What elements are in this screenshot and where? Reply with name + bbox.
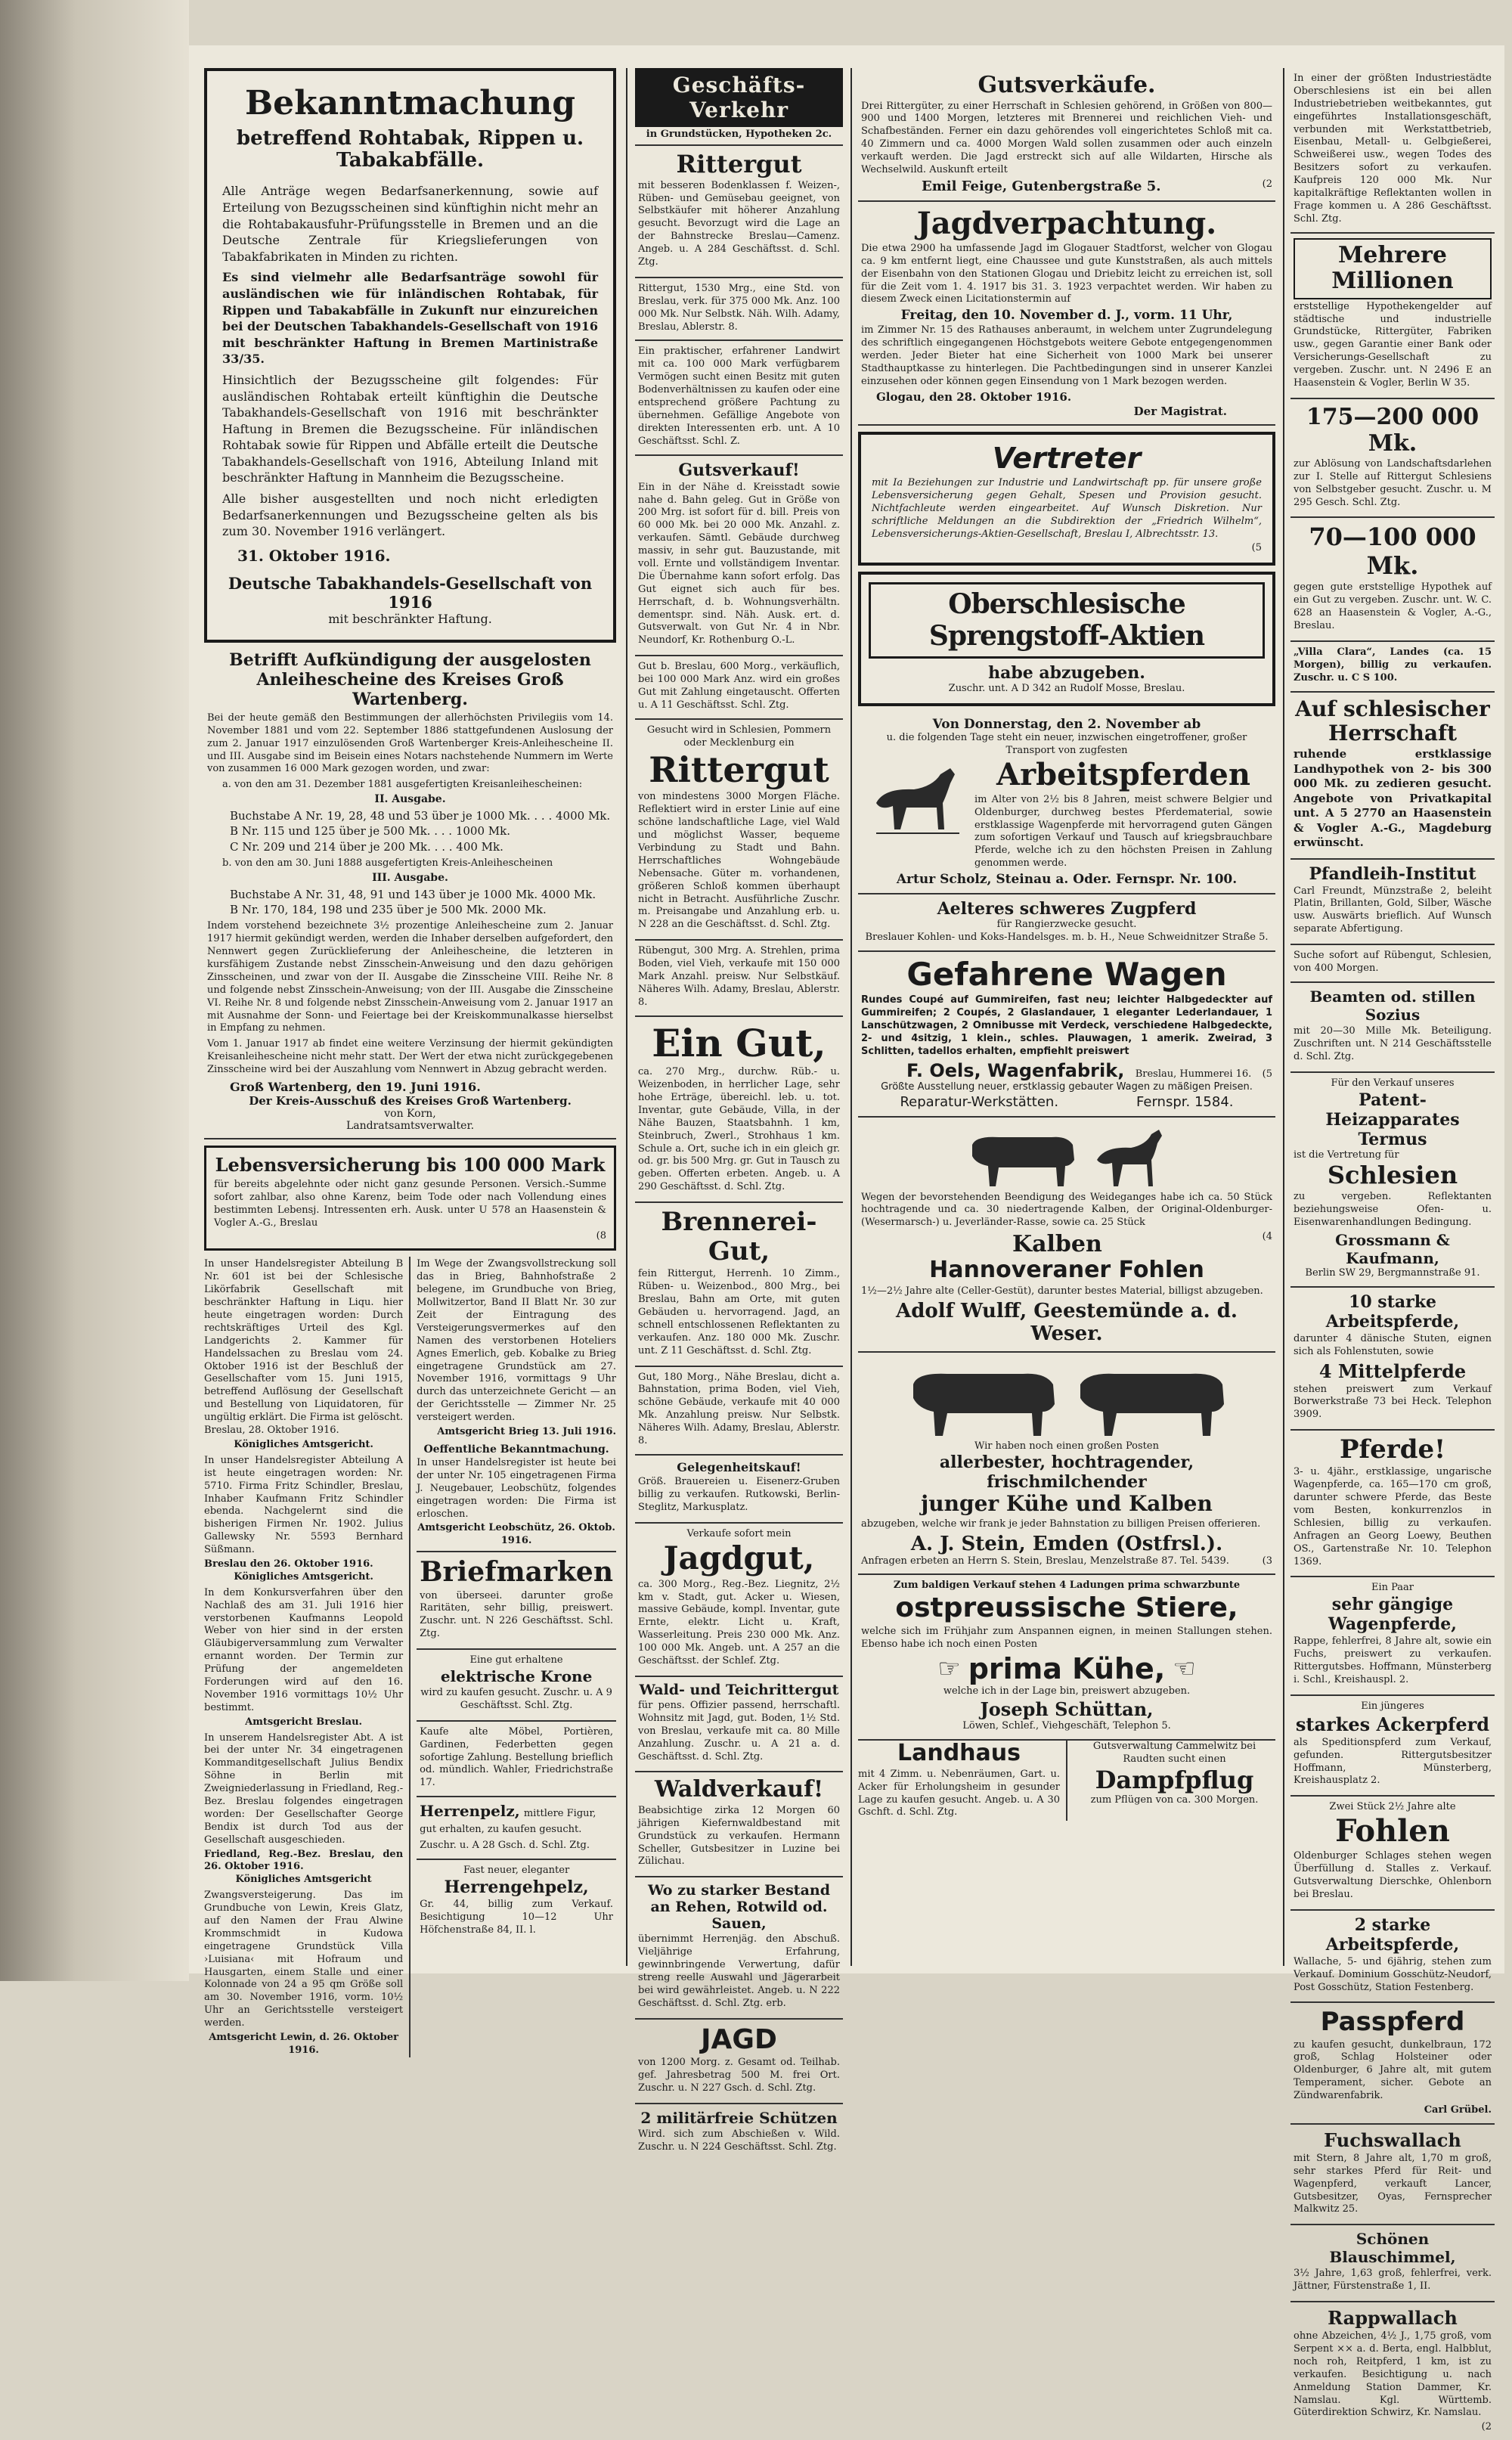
jagdverpachtung-ad (858, 202, 1275, 426)
rittergut-1-text: mit besseren Bodenklassen f. Weizen-, Rüben- und Gemüsebau geeignet, von Selbstkäufer mit höherer Anzahlung gesucht. Bevorzugt wird die Lage an der Bahnstrecke Breslau—Camenz. Angeb. u. A 284 Geschäftsst. d. Schl. Ztg. (638, 179, 840, 268)
wagen-sig-row (861, 1060, 1272, 1081)
vertreter-num: (5 (1251, 542, 1262, 554)
notice-p3: Hinsichtlich der Bezugsscheine gilt folgendes: Für ausländischen Rohtabak erteilt künftighin die Deutsche Tabakhandels-Gesellschaft von 1916 mit beschränkter Haftung in Bremen die Bezugsscheine. Für inländischen Rohtabak sowie für Rippen und Abfälle erteilt die Deutsche Tabakhandels-Gesellschaft von 1916, Abteilung Inland mit beschränkter Haftung in Mannheim die Bezugsscheine. (222, 372, 598, 485)
termus-addr: Berlin SW 29, Bergmannstraße 91. (1305, 1267, 1480, 1279)
schuetzen-head: 2 militärfreie Schützen (640, 2108, 838, 2127)
wagen-text2: Größte Ausstellung neuer, erstklassig gebauter Wagen zu mäßigen Preisen. (881, 1080, 1253, 1093)
landhaus-ad (858, 1741, 1060, 1821)
briefmarken-text: von überseei. darunter große Raritäten, sehr billig, preiswert. Zuschr. unt. N 226 Geschäftsst. Schl. Ztg. (420, 1589, 613, 1640)
kalben-head-row (861, 1231, 1272, 1257)
rappwallach-ad (1290, 2302, 1495, 2440)
kuehe-ad (858, 1353, 1275, 1576)
column-1 (204, 68, 616, 2056)
sub-rule (409, 1257, 411, 2057)
notice-p2: Es sind vielmehr alle Bedarfsanträge sowohl für ausländischen wie für inländischen Rohtabak, für Rippen und Tabakabfälle in Zukunft nur einzureichen bei der Deutschen Tabakhandels-Gesellschaft von 1916 mit beschränkter Haftung in Bremen Martinistraße 33/35. (222, 270, 598, 367)
krone-ad (417, 1650, 616, 1722)
newspaper-page (189, 45, 1504, 2433)
fohlen-pre: Zwei Stück 2½ Jahre alte (1329, 1801, 1456, 1813)
zwangsversteigerung: Zwangsversteigerung. Das im Grundbuche von Lewin, Kreis Glatz, auf den Namen der Frau Alwine Krommschmidt in Kudowa eingetragene Grundstück Villa ›Luisiana‹ mit Hofraum und Hausgarten, einem Stalle und einer Kolonnade von 24 a 95 qm Größe soll am 30. November 1916, vorm. 10½ Uhr an Gerichtsstelle versteigert werden. (204, 1890, 404, 2029)
kalben-ad (858, 1118, 1275, 1353)
kreis-row: Buchstabe A Nr. 19, 28, 48 und 53 über je 1000 Mk. . . . 4000 Mk. (230, 809, 611, 823)
gehpelz-pre: Fast neuer, eleganter (463, 1864, 570, 1876)
ruebengut-ad (635, 941, 843, 1016)
millionen-text: erststellige Hypothekengelder auf städtische und industrielle Grundstücke, Rittergüter, Fabriken usw., gegen Garantie einer Bank oder Versicherungs-Gesellschaft zu vergeben. Zuschr. unt. N 2496 E an Haasenstein & Vogler, Berlin W 35. (1294, 300, 1492, 389)
rappwallach-head: Rappwallach (1328, 2307, 1458, 2330)
dampfpflug-text: zum Pflügen von ca. 300 Morgen. (1090, 1794, 1259, 1806)
kreis-p2: Indem vorstehend bezeichnete 3½ prozentige Anleihescheine zum 2. Januar 1917 hiermit gekündigt werden, werden die Inhaber derselben aufgefordert, den Nennwert gegen Zurücklieferung der Anleihescheine, die letzteren in kursfähigem Zustande nebst Zinsschein-Anweisung und den dazu gehörigen Zinsscheinen, und zwar von der II. Ausgabe die Zinsscheine VIII. Reihe Nr. 8 und folgende nebst Zinsschein-Anweisung; von der III. Ausgabe die Zinsscheine VI. Reihe Nr. 8 und folgende nebst Zinsschein-Anweisung vom 2. Januar 1917 an mit Ausnahme der Sonn- und Feiertage bei der Kreiskommunalkasse hierselbst in Empfang zu nehmen. (207, 920, 614, 1034)
kreis-row: B Nr. 170, 184, 198 und 235 über je 500 Mk. 2000 Mk. (230, 903, 547, 917)
jagdverpachtung-sig1: Glogau, den 28. Oktober 1916. (876, 389, 1072, 404)
sprengstoff-text: Zuschr. unt. A D 342 an Rudolf Mosse, Breslau. (948, 683, 1185, 695)
arbeitspferde-2-text: Wallache, 5- und 6jährig, stehen zum Verkauf. Dominium Gosschütz-Neudorf, Post Gosschütz, Station Festenberg. (1294, 1955, 1492, 1993)
gutsverkauf-ad (635, 456, 843, 657)
ruebengut-suche-text: Suche sofort auf Rübengut, Schlesien, von 400 Morgen. (1294, 950, 1492, 975)
arbeitspferde-body (974, 758, 1272, 872)
stiere-sig: Joseph Schüttan, (980, 1698, 1154, 1721)
gelegenheit-text: Größ. Brauereien u. Eisenerz-Gruben billig zu verkaufen. Rutkowski, Berlin-Steglitz, Markusplatz. (638, 1475, 840, 1513)
notice-signature-2: mit beschränkter Haftung. (328, 611, 492, 626)
gehpelz-head: Herrengehpelz, (444, 1877, 589, 1897)
cow-icon (1073, 1357, 1232, 1440)
gehpelz-text: Gr. 44, billig zum Verkauf. Besichtigung 10—12 Uhr Höfchenstraße 84, II. l. (420, 1898, 613, 1936)
arbeitspferde-10-text: darunter 4 dänische Stuten, eignen sich als Fohlenstuten, sowie (1294, 1332, 1492, 1357)
column-rule (626, 68, 627, 1966)
mk175-head: 175—200 000 Mk. (1306, 403, 1479, 457)
horse-icon (1089, 1122, 1173, 1190)
landhaus-row (858, 1741, 1275, 1821)
handel-1-sig: Königliches Amtsgericht. (234, 1438, 373, 1450)
jagd-text: von 1200 Morg. z. Gesamt od. Teilhab. gef. Jahresbetrag 500 M. frei Ort. Zuschr. u. N 227 Gsch. d. Schl. Ztg. (638, 2057, 840, 2094)
handel-2: In unser Handelsregister Abteilung A ist heute eingetragen worden: Nr. 5710. Firma Fritz Schindler, Breslau, Inhaber Kaufmann Fritz Schindler ebenda. Nachgelernt sind die bisherigen Firmen Nr. 1902. Julius Gallewsky Nr. 5593 Bernhard Süßmann. (204, 1454, 404, 1556)
dampfpflug-pre: Gutsverwaltung Cammelwitz bei Raudten sucht einen (1092, 1741, 1256, 1766)
termus-head2: Schlesien (1327, 1161, 1458, 1190)
pferde-head: Pferde! (1339, 1434, 1446, 1465)
stiere-ad (858, 1575, 1275, 1741)
kuehe-num: (3 (1262, 1555, 1272, 1567)
kreis-ausgabe-3: III. Ausgabe. (372, 871, 448, 884)
kalben-sig: Adolf Wulff, Geestemünde a. d. Weser. (896, 1299, 1238, 1345)
rittergut-1-head: Rittergut (676, 149, 802, 178)
arbeitspferde-10-head2: 4 Mittelpferde (1318, 1360, 1467, 1382)
rittergut-2 (635, 278, 843, 342)
rehwild-head: Wo zu starker Bestand an Rehen, Rotwild od. Sauen, (648, 1882, 830, 1933)
gutsverkaeufe-text: Drei Rittergüter, zu einer Herrschaft in Schlesien gehörend, in Größen von 800—900 und 1400 Morgen, letzteres mit Brennerei und reichlichen Vieh- und Schafbeständen. Ferner ein dazu gehörendes voll eingerichtetes Schloß mit ca. 40 Zimmern und ca. 4000 Morgen Wald sollen zusammen oder auch einzeln verkauft werden. Die Jagd erstreckt sich auf alle Wildarten, Hirsche als Wechselwild. Auskunft erteilt (861, 100, 1272, 175)
sprengstoff-ad (858, 572, 1275, 706)
sprengstoff-inner (869, 582, 1265, 659)
handel-1: In unser Handelsregister Abteilung B Nr. 601 ist bei der Schlesische Likörfabrik Gesellschaft mit beschränkter Haftung in Liqu. hier heute eingetragen worden: Durch rechtskräftiges Urteil des Kgl. Landgerichts 2. Kammer für Handelssachen zu Breslau vom 24. Oktober 1916 ist der Beschluß der Gesellschafter vom 15. Juni 1915, betreffend Auflösung der Gesellschaft und Bestellung von Liquidatoren, für ungültig erklärt. Die Firma ist gelöscht. Breslau, 28. Oktober 1916. (204, 1258, 404, 1437)
landhaus-head: Landhaus (897, 1740, 1021, 1767)
mk175-text: zur Ablösung von Landschaftsdarlehen zur I. Stelle auf Rittergut Schlesiens von Selbstgeber gesucht. Zuschr. u. M 295 Gesch. Schl. Ztg. (1294, 457, 1492, 508)
gehpelz-ad (417, 1860, 616, 1945)
ein-gut-text: ca. 270 Mrg., durchw. Rüb.- u. Weizenboden, in herrlicher Lage, sehr hohe Erträge, übereichl. leb. u. tot. Inventar, gute Gebäude, Villa, in der Nähe Bauzen, Staatsbahnh. 1 km, Steinbruch, Zwerl., Strohhaus 1 km. Schule a. Ort, suche ich in ein gleich gr. od. gr. bis 500 Mrg. gr. Gut in Tausch zu geben. Offerten erbeten. Angeb. u. A 290 Geschäftsst. d. Schl. Ztg. (638, 1066, 840, 1193)
stiere-pre: Zum baldigen Verkauf stehen 4 Ladungen prima schwarzbunte (893, 1580, 1241, 1592)
notice-title: Bekanntmachung (244, 84, 576, 122)
kreis-row: C Nr. 209 und 214 über je 200 Mk. . . . 400 Mk. (230, 839, 503, 854)
rehwild-ad (635, 1877, 843, 2019)
mk175-ad (1290, 399, 1495, 519)
herrschaft-ad (1290, 693, 1495, 860)
konkurs-sig: Amtsgericht Breslau. (245, 1716, 363, 1728)
arbeitspferde-10-head: 10 starke Arbeitspferde, (1325, 1291, 1460, 1332)
zwang-sig: Amtsgericht Lewin, d. 26. Oktober 1916. (209, 2032, 398, 2056)
arbeitspferde-row (861, 758, 1272, 872)
moebel-text: Kaufe alte Möbel, Portièren, Gardinen, Federbetten gegen sofortige Zahlung. Bestellung brieflich od. mündlich. Wahler, Friedrichstraße 17. (420, 1725, 613, 1789)
column-3 (858, 68, 1275, 1966)
kalben-num: (4 (1262, 1231, 1272, 1243)
stiere-text2: welche ich in der Lage bin, preiswert abzugeben. (943, 1685, 1191, 1697)
wagenpferde-head: sehr gängige Wagenpferde, (1328, 1595, 1457, 1635)
rittergut-3-head: Rittergut (649, 749, 829, 790)
kalben-pics (861, 1122, 1272, 1190)
dampfpflug-head: Dampfpflug (1095, 1766, 1254, 1795)
pferde-text: 3- u. 4jähr., erstklassige, ungarische Wagenpferde, ca. 165—170 cm groß, darunter schwere Pferde, das Beste vom Besten, konkurrenzlos in Schlesien, billig zu verkaufen. Anfragen an Georg Loewy, Beuthen OS., Gartenstraße Nr. 10. Telephon 1369. (1294, 1466, 1492, 1567)
kreis-p1b: a. von den am 31. Dezember 1881 ausgefertigten Kreisanleihescheinen: (222, 779, 583, 791)
gericht-brieg-sig: Amtsgericht Brieg 13. Juli 1916. (437, 1426, 616, 1438)
zugpferd-text: Breslauer Kohlen- und Koks-Handelsges. m. b. H., Neue Schweidnitzer Straße 5. (865, 931, 1269, 943)
krone-pre: Eine gut erhaltene (469, 1654, 563, 1666)
sprengstoff-head: Oberschlesische Sprengstoff-Aktien (928, 588, 1205, 652)
gutsverkaeufe-sig: Emil Feige, Gutenbergstraße 5. (922, 178, 1161, 194)
pfandleih-head: Pfandleih-Institut (1309, 863, 1476, 884)
jagdgut-pre: Verkaufe sofort mein (686, 1527, 792, 1539)
passpferd-text: zu kaufen gesucht, dunkelbraun, 172 groß, Schlag Holsteiner oder Oldenburger, 6 Jahre alt, mit gutem Temperament, sicher. Gebote an Zündwarenfabrik. (1294, 2039, 1492, 2102)
jagdverpachtung-text2: im Zimmer Nr. 15 des Rathauses anberaumt, in welchem unter Zugrundelegung des schriftlich eingegangenen Höchstgebots weitere Gebote entgegengenommen werden. Jeder Bieter hat eine Sicherheit von 1000 Mark bei unserer Stadthauptkasse zu hinterlegen. Die Pachtbedingungen sind in unserer Kanzlei einzusehen oder können gegen Einsendung von 1 Mark bezogen werden. (861, 324, 1272, 387)
book-binding (0, 0, 189, 1981)
briefmarken-head: Briefmarken (420, 1556, 613, 1589)
landhaus-text: mit 4 Zimm. u. Nebenräumen, Gart. u. Acker für Erholungsheim in gesunder Lage zu kaufen gesucht. Angeb. u. A 30 Gschft. d. Schl. Ztg. (858, 1768, 1060, 1818)
kuehe-text: abzugeben, welche wir frank je jeder Bahnstation zu billigen Preisen offerieren. (861, 1518, 1261, 1530)
handel-2-date: Breslau den 26. Oktober 1916. (204, 1558, 373, 1570)
fuchswallach-text: mit Stern, 8 Jahre alt, 1,70 m groß, sehr starkes Pferd für Reit- und Wagenpferd, verkauft Lancer, Gutsbesitzer, Oyas, Fernsprecher Malkwitz 25. (1294, 2152, 1492, 2215)
arbeitspferde-pre: Von Donnerstag, den 2. November ab (932, 716, 1201, 732)
waldverkauf-text: Beabsichtige zirka 12 Morgen 60 jährigen Kiefernwaldbestand mit Grundstück zu verkaufen. Hermann Scheller, Gutsbesitzer in Luzine bei Zülichau. (638, 1804, 840, 1868)
gutsverkauf-text: Ein in der Nähe d. Kreisstadt sowie nahe d. Bahn geleg. Gut in Größe von 200 Mrg. ist sofort für d. bill. Preis von 60 000 Mk. bei 20 000 Mk. Anzahl. z. verkaufen. Sämtl. Gebäude durchweg massiv, in sehr gut. Bauzustande, mit voll. Ernte und vollständigem Inventar. Die Übernahme kann sofort erfolg. Das Gut eignet sich auch für bes. Herrschaft, d. b. Wohnungsverhältn. dementspr. sind. Näh. Ausk. ert. d. Gutsverwalt. von Gut Nr. 4 in Nbr. Neundorf, Kr. Rothenburg O.-L. (638, 481, 840, 646)
stiere-head: ostpreussische Stiere, (895, 1592, 1238, 1624)
beamten-head: Beamten od. stillen Sozius (1309, 987, 1476, 1024)
kalben-head1: Kalben (1012, 1231, 1102, 1258)
zugpferd-sub: für Rangierzwecke gesucht. (996, 919, 1137, 931)
jagdverpachtung-sig2: Der Magistrat. (1133, 405, 1227, 419)
kreis-row: B Nr. 115 und 125 über je 500 Mk. . . . 1000 Mk. (230, 824, 510, 839)
jagdgut-ad (635, 1524, 843, 1677)
pelz-head: Herrenpelz, (420, 1802, 520, 1821)
gericht-brieg: Im Wege der Zwangsvollstreckung soll das in Brieg, Bahnhofstraße 2 belegene, im Grundbuche von Brieg, Mollwitzertor, Band II Blatt Nr. 30 zur Zeit der Eintragung des Versteigerungsvermerkes auf den Namen des verstorbenen Hoteliers Agnes Emerlich, geb. Kobalke zu Brieg eingetragene Grundstück am 27. November 1916, vormittags 9 Uhr durch das unterzeichnete Gericht — an der Gerichtsstelle — Zimmer Nr. 25 versteigert werden. (417, 1258, 616, 1424)
arbeitspferde-text1: u. die folgenden Tage steht ein neuer, inzwischen eingetroffener, großer Transport von zugfesten (886, 731, 1247, 756)
passpferd-sig: Carl Grübel. (1424, 2104, 1492, 2116)
jagdverpachtung-text: Die etwa 2900 ha umfassende Jagd im Glogauer Stadtforst, welcher von Glogau ca. 9 km entfernt liegt, eine Chaussee und gute Kunststraßen, als auch mittels der Eisenbahn von den Stationen Glogau und Driebitz leicht zu erreichen ist, soll für die Zeit vom 1. 4. 1917 bis 31. 3. 1923 verpachtet werden. Wir haben zu diesem Zweck einen Licitationstermin auf (861, 242, 1272, 305)
termus-sig: Grossmann & Kaufmann, (1335, 1230, 1450, 1267)
fohlen-ad (1290, 1797, 1495, 1910)
gutsverkaeufe-footer (861, 178, 1272, 194)
industrie-text: In einer der größten Industriestädte Oberschlesiens ist ein bei allen Industriebetrieben weitbekanntes, gut eingeführtes Installationsgeschäft, verbunden mit Werkstattbetrieb, Eisenbau, Metall- u. Gelbgießerei, Schweißerei usw., wegen Todes des Besitzers sofort zu verkaufen. Kaufpreis 120 000 Mk. Nur kapitalkräftige Reflektanten wollen in Frage kommen u. A 286 Geschäftsst. Schl. Ztg. (1294, 73, 1492, 225)
rittergut-3-text: von mindestens 3000 Morgen Fläche. Reflektiert wird in erster Linie auf eine schöne landschaftliche Lage, viel Wald und möglichst Wasser, bequeme Verbindung zu Stadt und Bahn. Herrschaftliches Wohngebäude Nebensache. Güter m. vorhandenen, größeren Schloß kommen überhaupt nicht in Betracht. Ausführliche Zuschr. m. Preisangabe und Anzahlung erb. u. N 228 an die Geschäftsst. d. Schl. Ztg. (638, 791, 840, 931)
termus-text: ist die Vertretung für (1294, 1149, 1399, 1161)
wagen-text: Rundes Coupé auf Gummireifen, fast neu; leichter Halbgedeckter auf Gummireifen; 2 Coupés, 2 Glaslandauer, 1 eleganter Lederlandauer, 1 Lanschützwagen, 2 Omnibusse mit Verdeck, verschiedene Halbgedeckte, 2- und 4sitzig, 1 klein., schles. Plauwagen, 1 amerik. Zweirad, 3 Schlitten, tadellos erhalten, empfiehlt preiswert (861, 994, 1272, 1057)
kuehe-footer (861, 1555, 1272, 1568)
horse-icon (861, 758, 967, 841)
kuehe-pics (861, 1357, 1272, 1440)
rehwild-text: übernimmt Herrenjäg. den Abschuß. Vieljährige Erfahrung, gewinnbringende Verwertung, dafür streng reelle Auswahl und Jägerarbeit bei wird gewährleistet. Angeb. u. N 222 Geschäftsst. d. Schl. Ztg. erb. (638, 1933, 840, 2009)
sprengstoff-sub: habe abzugeben. (988, 663, 1145, 684)
wagen-addr: Breslau, Hummerei 16. (1135, 1068, 1252, 1080)
offentlich-text: In unser Handelsregister ist heute bei der unter Nr. 105 eingetragenen Firma J. Neugebauer, Leobschütz, folgendes eingetragen worden: Die Firma ist erloschen. (417, 1456, 616, 1520)
kreis-signature-3: Landratsamtsverwalter. (345, 1120, 475, 1133)
wald-text: für pens. Offizier passend, herrschaftl. Wohnsitz mit Jagd, gut. Boden, 1½ Std. von Breslau, verkaufe mit ca. 80 Mille Anzahlung. Zuschr. u. A 21 a. d. Geschäftsst. d. Schl. Ztg. (638, 1699, 840, 1763)
jagdgut-text: ca. 300 Morg., Reg.-Bez. Liegnitz, 2½ km v. Stadt, gut. Acker u. Wiesen, massive Gebäude, kompl. Inventar, gute Ernte, elektr. Licht u. Kraft, Wasserleitung. Preis 230 000 Mk. Anz. 100 000 Mk. Angeb. unt. A 257 an die Geschäftsst. der Schlef. Ztg. (638, 1578, 840, 1667)
handel-2-sig: Königliches Amtsgericht. (234, 1570, 373, 1583)
herrschaft-text: ruhende erstklassige Landhypothek von 2- bis 300 000 Mk. zu zedieren gesucht. Angebote von Privatkapital unt. A 5 2770 an Haasenstein & Vogler A.-G., Magdeburg erwünscht. (1294, 747, 1492, 850)
gut-breslau-text: Gut b. Breslau, 600 Morg., verkäuflich, bei 100 000 Mark Anz. wird ein großes Gut mit Zahlung eingetauscht. Offerten u. A 11 Geschäftsst. Schl. Ztg. (638, 661, 840, 711)
briefmarken-ad (417, 1552, 616, 1650)
landwirt-ad (635, 341, 843, 455)
arbeitspferde-text2: im Alter von 2½ bis 8 Jahren, meist schwere Belgier und Oldenburger, durchweg bestes Pferdematerial, sowie erstklassige Wagenpferde mit hervorragend guten Gängen zum sofortigen Verkauf und Tausch auf kriegsbrauchbare Pferde, welche ich zu den höchsten Preisen in Zahlung genommen werde. (974, 793, 1272, 870)
beamten-text: mit 20—30 Mille Mk. Beteiligung. Zuschriften unt. N 214 Geschäftsstelle d. Schl. Ztg. (1294, 1025, 1492, 1062)
fuchswallach-ad (1290, 2125, 1495, 2225)
arbeitspferde-2-ad (1290, 1911, 1495, 2004)
stiere-text: welche sich im Frühjahr zum Anspannen eignen, in meinen Stallungen stehen. Ebenso habe ich noch einen Posten (861, 1625, 1272, 1650)
ein-gut-head: Ein Gut, (652, 1020, 826, 1065)
wagen-ad (858, 952, 1275, 1118)
waldverkauf-head: Waldverkauf! (654, 1776, 824, 1803)
stiere-addr: Löwen, Schlef., Viehgeschäft, Telephon 5. (962, 1720, 1171, 1732)
mk70-head: 70—100 000 Mk. (1309, 522, 1476, 581)
ruebengut-text: Rübengut, 300 Mrg. A. Strehlen, prima Boden, viel Vieh, verkaufe mit 150 000 Mark Anzahl. preisw. Nur Selbstkäuf. Näheres Wilh. Adamy, Breslau, Ablerstr. 8. (638, 945, 840, 1008)
kreis-rows-2 (230, 808, 613, 854)
col1-left-sub (204, 1257, 403, 2057)
wagen-footer (861, 1094, 1272, 1110)
notice-p4: Alle bisher ausgestellten und noch nicht erledigten Bedarfsanerkennungen und Bezugsscheine gelten als bis zum 30. November 1916 verlängert. (222, 491, 598, 539)
kreis-notice (204, 643, 616, 1139)
arbeitspferde-ad (858, 712, 1275, 894)
wagenpferde-text: Rappe, fehlerfrei, 8 Jahre alt, sowie ein Fuchs, preiswert zu verkaufen. Rittergutsbes. Hoffmann, Münsterberg i. Schl., Kreishauspl. 2. (1294, 1635, 1492, 1685)
rappwallach-text: ohne Abzeichen, 4½ J., 1,75 groß, vom Serpent ×× a. d. Berta, engl. Halbblut, noch roh, Reitpferd, 1 km, ist zu verkaufen. Besichtigung u. nach Anmeldung Station Dammer, Kr. Namslau. Kgl. Württemb. Güterdirektion Schwirz, Kr. Namslau. (1294, 2330, 1492, 2419)
rappwallach-num: (2 (1481, 2421, 1492, 2433)
kreis-row: Buchstabe A Nr. 31, 48, 91 und 143 über je 1000 Mk. 4000 Mk. (230, 887, 596, 901)
handel-3-date: Friedland, Reg.-Bez. Breslau, den 26. Oktober 1916. (204, 1848, 404, 1873)
notice-date: 31. Oktober 1916. (237, 546, 391, 565)
ackerpferd-head: starkes Ackerpferd (1295, 1713, 1490, 1735)
lebens-title: Lebensversicherung bis 100 000 Mark (215, 1154, 606, 1177)
handel-3: In unserem Handelsregister Abt. A ist bei der unter Nr. 34 eingetragenen Kommanditgesellschaft Julius Bendix Söhne in Berlin mit Zweigniederlassung in Friedland, Reg.-Bez. Breslau folgendes eingetragen worden: Der Gesellschafter George Bendix ist durch Tod aus der Gesellschaft ausgeschieden. (204, 1732, 404, 1846)
kuehe-pre: Wir haben noch einen großen Posten (974, 1440, 1159, 1452)
gelegenheit-head: Gelegenheitskauf! (677, 1459, 801, 1474)
column-2 (635, 68, 843, 2153)
schimmel-text: 3½ Jahre, 1,63 groß, fehlerfrei, verk. Jättner, Fürstenstraße 1, II. (1294, 2268, 1492, 2293)
brennerei-text: fein Rittergut, Herrenh. 10 Zimm., Rüben- u. Weizenbod., 800 Mrg., bei Breslau, Bahn am Orte, mit guten Gebäuden u. hervorragend. Jagd, an schnell entschlossenen Reflektanten zu verkaufen. Anz. 180 000 Mk. Zuschr. unt. Z 11 Geschäftsst. d. Schl. Ztg. (638, 1268, 840, 1356)
herrschaft-head: Auf schlesischer Herrschaft (1295, 696, 1490, 746)
lebens-text: für bereits abgelehnte oder nicht ganz gesunde Personen. Versich.-Summe sofort zahlbar, also ohne Karenz, beim Tode oder nach Vollendung eines bestimmten Lebensj. Intressenten erh. Ausk. unter U 578 an Haasenstein & Vogler A.-G., Breslau (214, 1179, 606, 1229)
pfandleih-text: Carl Freundt, Münzstraße 2, beleiht Platin, Brillanten, Gold, Silber, Wäsche usw. Auswärts brieflich. Auf Wunsch separate Abfertigung. (1294, 885, 1492, 935)
vertreter-head: Vertreter (992, 442, 1142, 476)
kreis-date: Groß Wartenberg, den 19. Juni 1916. (230, 1080, 481, 1095)
column-4 (1290, 68, 1495, 2433)
kalben-text1: Wegen der bevorstehenden Beendigung des Weideganges habe ich ca. 50 Stück hochtragende und ca. 30 niedertragende Kalben, der Original-Oldenburger- (Wesermarsch-) u. Jeverländer-Rasse, sowie ca. 25 Stück (861, 1191, 1272, 1229)
rittergut-1 (635, 146, 843, 278)
column-rule (850, 68, 852, 1966)
konkurs: In dem Konkursverfahren über den Nachlaß des am 31. Juli 1916 hier verstorbenen Kaufmanns Leopold Weber von hier sind in der ersten Gläubigerversammlung zum Verwalter ernannt worden. Der Termin zur Prüfung der angemeldeten Forderungen wird auf den 16. November 1916 vormittags 10½ Uhr bestimmt. (204, 1586, 404, 1713)
gut-180-ad (635, 1367, 843, 1456)
termus-ad (1290, 1073, 1495, 1288)
wagen-head: Gefahrene Wagen (906, 955, 1227, 993)
fohlen-text: Oldenburger Schlages stehen wegen Überfüllung d. Stalles z. Verkauf. Gutsverwaltung Dierschke, Ohlenborn bei Breslau. (1294, 1850, 1492, 1900)
ackerpferd-pre: Ein jüngeres (1361, 1700, 1424, 1712)
pelz-text: mittlere Figur, gut erhalten, zu kaufen gesucht. Zuschr. u. A 28 Gsch. d. Schl. Ztg. (420, 1808, 596, 1852)
passpferd-head: Passpferd (1320, 2007, 1465, 2038)
vertreter-ad (858, 432, 1275, 566)
arbeitspferde-2-head: 2 starke Arbeitspferde, (1325, 1914, 1460, 1955)
waldverkauf-ad (635, 1772, 843, 1877)
villa-text: „Villa Clara“, Landes (ca. 15 Morgen), billig zu verkaufen. Zuschr. u. C S 100. (1294, 646, 1492, 684)
landwirt-text: Ein praktischer, erfahrener Landwirt mit ca. 100 000 Mark verfügbarem Vermögen sucht einen Besitz mit guten Bodenverhältnissen zu kaufen oder eine entsprechend größere Pachtung zu übernehmen. Gefällige Angebote von direkten Interessenten erb. unt. A 10 Geschäftsst. Schl. Z. (638, 346, 840, 447)
rittergut-3 (635, 720, 843, 941)
sub-rule (1066, 1741, 1067, 1821)
rittergut-2-text: Rittergut, 1530 Mrg., eine Std. von Breslau, verk. für 375 000 Mk. Anz. 100 000 Mk. Nur Selbstk. Näh. Wilh. Adamy, Breslau, Ablerstr. 8. (638, 282, 840, 333)
villa-ad (1290, 642, 1495, 693)
col1-subcolumns (204, 1257, 616, 2057)
pelz-ad (417, 1797, 616, 1860)
brennerei-head: Brennerei-Gut, (661, 1207, 817, 1267)
notice-signature: Deutsche Tabakhandels-Gesellschaft von 1916 (228, 573, 593, 612)
mk70-text: gegen gute erststellige Hypothek auf ein Gut zu vergeben. Zuschr. unt. W. C. 628 an Haasenstein & Vogler, A.-G., Breslau. (1294, 581, 1492, 632)
notice-p1: Alle Anträge wegen Bedarfsanerkennung, sowie auf Erteilung von Bezugsscheinen sind künftighin nicht mehr an die Rohtabakausfuhr-Prüfungsstelle in Bremen und an die Deutsche Zentrale für Kriegslieferungen von Tabakfabrikaten in Minden zu richten. (222, 184, 598, 264)
ackerpferd-ad (1290, 1696, 1495, 1797)
schimmel-ad (1290, 2225, 1495, 2302)
schimmel-head: Schönen Blauschimmel, (1329, 2230, 1456, 2267)
jagdverpachtung-date: Freitag, den 10. November d. J., vorm. 11 Uhr, (900, 308, 1233, 324)
stiere-row (861, 1652, 1272, 1685)
kreis-title: Betrifft Aufkündigung der ausgelosten Anleihescheine des Kreises Groß Wartenberg. (229, 650, 591, 709)
arbeitspferde-10-text2: stehen preiswert zum Verkauf Borwerkstraße 73 bei Heck. Telephon 3909. (1294, 1383, 1492, 1421)
arbeitspferde-sig: Artur Scholz, Steinau a. Oder. Fernspr. Nr. 100. (896, 872, 1238, 888)
gutsverkauf-head: Gutsverkauf! (678, 460, 800, 480)
kalben-text2: 1½—2½ Jahre alte (Celler-Gestüt), darunter bestes Material, billigst abzugeben. (861, 1285, 1263, 1297)
pointing-hand-icon: ☜ (1173, 1654, 1196, 1685)
zugpferd-ad (858, 894, 1275, 952)
vertreter-text: mit Ia Beziehungen zur Industrie und Landwirtschaft pp. für unsere große Lebensversicherung gegen Gehalt, Spesen und Provision gesucht. Nichtfachleute werden eingearbeitet. Auf Wunsch Diskretion. Nur schriftliche Meldungen an die Subdirektion der „Friedrich Wilhelm“, Lebensversicherungs-Aktien-Gesellschaft, Breslau I, Albrechtsstr. 13. (872, 476, 1262, 540)
gelegenheit-ad (635, 1456, 843, 1524)
gut-breslau-ad (635, 656, 843, 720)
kuehe-head1: allerbester, hochtragender, frischmilchender (939, 1453, 1194, 1493)
stiere-head2: prima Kühe, (968, 1652, 1166, 1686)
dampfpflug-ad (1074, 1741, 1275, 1821)
kuehe-sig: A. J. Stein, Emden (Ostfrsl.). (910, 1532, 1223, 1555)
wagen-sig: F. Oels, Wagenfabrik, (906, 1059, 1125, 1081)
wagenpferde-pre: Ein Paar (1371, 1582, 1414, 1594)
geschaefts-verkehr-header: Geschäfts-Verkehr (635, 68, 843, 127)
handel-3-sig: Königliches Amtsgericht (235, 1874, 372, 1886)
ackerpferd-text: als Speditionspferd zum Verkauf, gefunden. Rittergutsbesitzer Hoffmann, Münsterberg, Kreishausplatz 2. (1294, 1736, 1492, 1787)
pfandleih-ad (1290, 860, 1495, 946)
col1-right-sub (417, 1257, 616, 2057)
krone-head: elektrische Krone (440, 1667, 593, 1686)
beamten-ad (1290, 983, 1495, 1073)
gutsverkaeufe-head: Gutsverkäufe. (978, 72, 1156, 98)
kalben-head2: Hannoveraner Fohlen (929, 1257, 1204, 1284)
kreis-signature-2: von Korn, (384, 1108, 436, 1121)
schuetzen-ad (635, 2104, 843, 2162)
kreis-p1: Bei der heute gemäß den Bestimmungen der allerhöchsten Privilegiis vom 14. November 1881 und vom 22. September 1886 stattgefundenen Auslosung der zum 2. Januar 1917 einzulösenden Groß Wartenberger Kreis-Anleihescheine II. und III. Ausgabe sind im Beisein eines Notars nachstehende Nummern im Werte von zusammen 16 000 Mark gezogen worden, und zwar: (207, 712, 613, 775)
kreis-p3: Vom 1. Januar 1917 ab findet eine weitere Verzinsung der hiermit gekündigten Kreisanleihescheine nicht mehr statt. Der Wert der etwa nicht zurückgegebenen Zinsscheine wird bei der Auszahlung vom Nennwert in Abzug gebracht werden. (207, 1038, 613, 1076)
industrie-ad (1290, 68, 1495, 234)
kreis-ausgabe-2: II. Ausgabe. (374, 793, 446, 806)
termus-head: Patent-Heizapparates Termus (1325, 1090, 1460, 1149)
arbeitspferde-10-ad (1290, 1288, 1495, 1431)
geschaefts-verkehr-sub: in Grundstücken, Hypotheken 2c. (635, 127, 843, 146)
offentlich-title: Oeffentliche Bekanntmachung. (423, 1443, 609, 1456)
lebensversicherung-ad (204, 1146, 616, 1251)
schuetzen-text: Wird. sich zum Abschießen v. Wild. Zuschr. u. N 224 Geschäftsst. Schl. Ztg. (638, 2128, 840, 2153)
ein-gut-ad (635, 1017, 843, 1203)
fohlen-head: Fohlen (1335, 1813, 1450, 1849)
kreis-rows-3 (230, 887, 613, 918)
mk70-ad (1290, 518, 1495, 642)
wald-ad (635, 1677, 843, 1772)
cow-icon (902, 1357, 1061, 1440)
millionen-head: Mehrere Millionen (1331, 241, 1454, 295)
lebens-num: (8 (596, 1229, 606, 1242)
jagd-head: JAGD (701, 2023, 777, 2055)
jagd-ad (635, 2020, 843, 2104)
kreis-p1c: b. von den am 30. Juni 1888 ausgefertigten Kreis-Anleihescheinen (222, 857, 553, 869)
kreis-signature: Der Kreis-Ausschuß des Kreises Groß Wartenberg. (249, 1094, 572, 1108)
wagen-tel: Fernspr. 1584. (1136, 1093, 1234, 1110)
krone-text: wird zu kaufen gesucht. Zuschr. u. A 9 Geschäftsst. Schl. Ztg. (420, 1687, 612, 1711)
pointing-hand-icon: ☞ (937, 1654, 961, 1685)
jagdverpachtung-head: Jagdverpachtung. (916, 205, 1217, 241)
millionen-ad (1290, 234, 1495, 399)
kuehe-head2: junger Kühe und Kalben (921, 1491, 1213, 1517)
fuchswallach-head: Fuchswallach (1324, 2128, 1461, 2151)
jagdgut-head: Jagdgut, (663, 1539, 815, 1577)
gutsverkaeufe-num: (2 (1262, 178, 1272, 190)
cow-icon (961, 1122, 1082, 1190)
termus-text2: zu vergeben. Reflektanten beziehungsweise Ofen- u. Eisenwarenhandlungen Bedingung. (1294, 1191, 1492, 1228)
gutsverkaeufe-ad (858, 68, 1275, 202)
wagenpferde-ad (1290, 1577, 1495, 1695)
pferde-ad (1290, 1431, 1495, 1577)
kuehe-text2: Anfragen erbeten an Herrn S. Stein, Breslau, Menzelstraße 87. Tel. 5439. (861, 1555, 1229, 1567)
moebel-ad (417, 1722, 616, 1797)
offentlich-sig: Amtsgericht Leobschütz, 26. Oktob. 1916. (417, 1522, 616, 1552)
brennerei-ad (635, 1203, 843, 1366)
gut-180-text: Gut, 180 Morg., Nähe Breslau, dicht a. Bahnstation, prima Boden, viel Vieh, schöne Gebäude, verkaufe mit 40 000 Mk. Anzahlung preisw. Nur Selbstk. Näheres Wilh. Adamy, Breslau, Ablerstr. 8. (638, 1371, 840, 1446)
tabak-notice (204, 68, 616, 643)
zugpferd-head: Aelteres schweres Zugpferd (937, 899, 1197, 919)
wald-head: Wald- und Teichrittergut (639, 1681, 839, 1698)
termus-pre: Für den Verkauf unseres (1331, 1077, 1455, 1089)
wagen-num: (5 (1262, 1068, 1272, 1080)
passpferd-ad (1290, 2003, 1495, 2124)
arbeitspferde-head: Arbeitspferden (996, 756, 1250, 792)
wagen-werk: Reparatur-Werkstätten. (900, 1093, 1059, 1110)
millionen-frame (1294, 238, 1492, 299)
notice-subtitle: betreffend Rohtabak, Rippen u. Tabakabfälle. (236, 126, 584, 172)
column-rule (1283, 68, 1284, 1966)
rittergut-3-pre: Gesucht wird in Schlesien, Pommern oder Mecklenburg ein (646, 724, 832, 749)
ruebengut-suche-ad (1290, 945, 1495, 983)
